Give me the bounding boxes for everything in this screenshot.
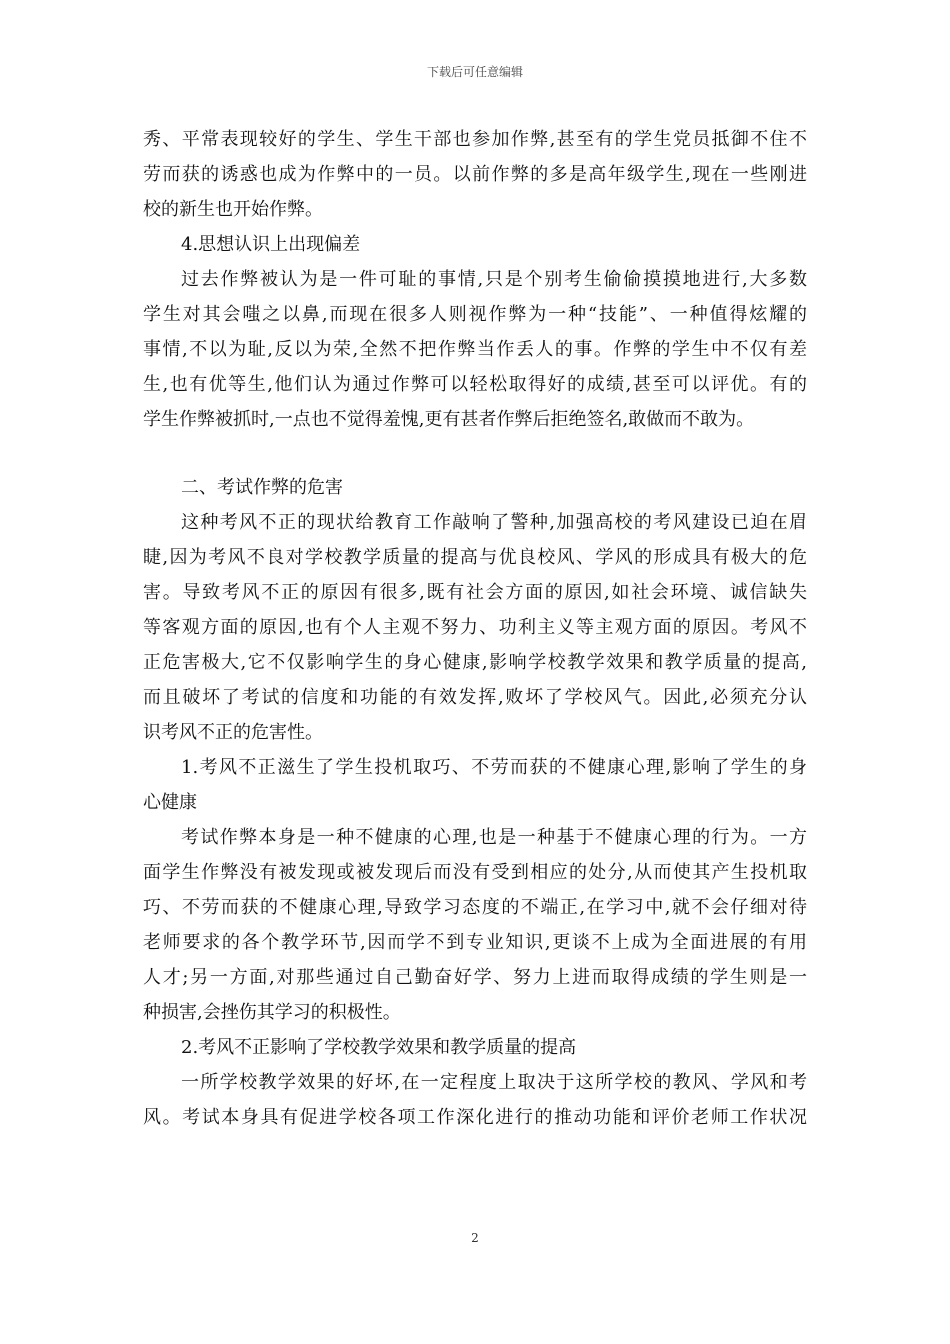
- paragraph-line: 风。考试本身具有促进学校各项工作深化进行的推动功能和评价老师工作状况: [143, 1107, 807, 1128]
- paragraph-line: 识考风不正的危害性。: [143, 722, 323, 743]
- paragraph-line: 校的新生也开始作弊。: [143, 199, 323, 220]
- subheading-1-continued: 心健康: [143, 792, 197, 813]
- paragraph-line: 老师要求的各个教学环节,因而学不到专业知识,更谈不上成为全面进展的有用: [143, 932, 807, 953]
- subheading-4: 4.思想认识上出现偏差: [181, 234, 361, 255]
- paragraph-line: 生,也有优等生,他们认为通过作弊可以轻松取得好的成绩,甚至可以评优。有的: [143, 374, 807, 395]
- section-gap: [143, 437, 807, 470]
- paragraph-line: 种损害,会挫伤其学习的积极性。: [143, 1002, 401, 1023]
- paragraph-line: 事情,不以为耻,反以为荣,全然不把作弊当作丢人的事。作弊的学生中不仅有差: [143, 339, 807, 360]
- page-number: 2: [471, 1231, 479, 1245]
- paragraph-line: 这种考风不正的现状给教育工作敲响了警种,加强高校的考风建设已迫在眉: [181, 512, 807, 533]
- paragraph-line: 过去作弊被认为是一件可耻的事情,只是个别考生偷偷摸摸地进行,大多数: [181, 269, 807, 290]
- paragraph-line: 考试作弊本身是一种不健康的心理,也是一种基于不健康心理的行为。一方: [181, 827, 807, 848]
- paragraph-line: 睫,因为考风不良对学校教学质量的提高与优良校风、学风的形成具有极大的危: [143, 547, 807, 568]
- page-header: 下载后可任意编辑: [426, 65, 523, 79]
- subheading-1: 1.考风不正滋生了学生投机取巧、不劳而获的不健康心理,影响了学生的身: [181, 757, 807, 778]
- paragraph-line: 学生对其会嗤之以鼻,而现在很多人则视作弊为一种“技能”、一种值得炫耀的: [143, 304, 807, 325]
- paragraph-line: 劳而获的诱惑也成为作弊中的一员。以前作弊的多是高年级学生,现在一些刚进: [143, 164, 807, 185]
- subheading-2: 2.考风不正影响了学校教学效果和教学质量的提高: [181, 1037, 577, 1058]
- paragraph-line: 人才;另一方面,对那些通过自己勤奋好学、努力上进而取得成绩的学生则是一: [143, 967, 807, 988]
- paragraph-line: 学生作弊被抓时,一点也不觉得羞愧,更有甚者作弊后拒绝签名,敢做而不敢为。: [143, 409, 755, 430]
- section-heading: 二、考试作弊的危害: [181, 477, 343, 498]
- paragraph-line: 正危害极大,它不仅影响学生的身心健康,影响学校教学效果和教学质量的提高,: [143, 652, 807, 673]
- paragraph-line: 巧、不劳而获的不健康心理,导致学习态度的不端正,在学习中,就不会仔细对待: [143, 897, 807, 918]
- paragraph-line: 害。导致考风不正的原因有很多,既有社会方面的原因,如社会环境、诚信缺失: [143, 582, 807, 603]
- document-body: [143, 122, 807, 1135]
- paragraph-line: 面学生作弊没有被发现或被发现后而没有受到相应的处分,从而使其产生投机取: [143, 862, 807, 883]
- paragraph-line: 等客观方面的原因,也有个人主观不努力、功利主义等主观方面的原因。考风不: [143, 617, 807, 638]
- paragraph-line: 而且破坏了考试的信度和功能的有效发挥,败坏了学校风气。因此,必须充分认: [143, 687, 807, 708]
- paragraph-line: 秀、平常表现较好的学生、学生干部也参加作弊,甚至有的学生党员抵御不住不: [143, 129, 807, 150]
- paragraph-line: 一所学校教学效果的好坏,在一定程度上取决于这所学校的教风、学风和考: [181, 1072, 807, 1093]
